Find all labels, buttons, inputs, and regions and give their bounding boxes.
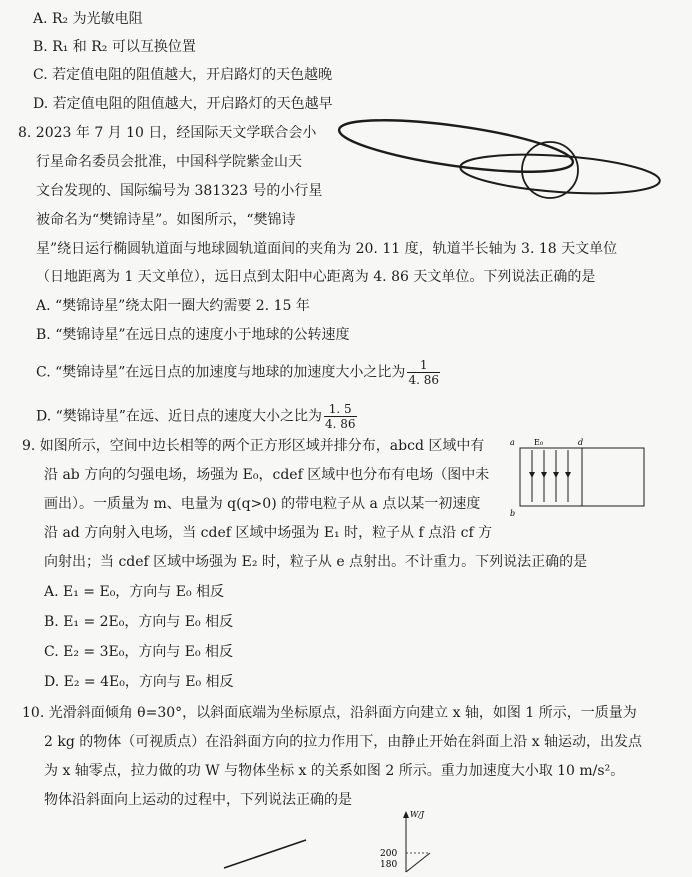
- q8-option-d-fraction: [324, 402, 357, 431]
- q8-option-c-fraction: [407, 358, 440, 387]
- q9-stem-line-2: 沿 ab 方向的匀强电场，场强为 E₀，cdef 区域中也分布有电场（图中未: [44, 467, 490, 483]
- q7-option-b: B. R₁ 和 R₂ 可以互换位置: [33, 39, 196, 55]
- q8-stem-line-2: 行星命名委员会批准，中国科学院紫金山天: [36, 154, 302, 170]
- fraction-numerator: 1. 5: [324, 402, 357, 417]
- q9-option-b: B. E₁ = 2E₀，方向与 E₀ 相反: [44, 614, 234, 630]
- q8-stem-line-5: 星”绕日运行椭圆轨道面与地球圆轨道面间的夹角为 20. 11 度，轨道半长轴为 3. 18 天文单位: [36, 241, 618, 257]
- field-arrowheads: [529, 472, 571, 478]
- q10-stem-line-2: 2 kg 的物体（可视质点）在沿斜面方向的拉力作用下，由静止开始在斜面上沿 x 轴运动，出发点: [44, 734, 643, 750]
- asteroid-orbit-ellipse: [336, 110, 575, 182]
- label-d: d: [578, 438, 584, 447]
- q7-option-a: A. R₂ 为光敏电阻: [33, 11, 143, 27]
- label-b: b: [510, 509, 516, 518]
- fraction-denominator: 4. 86: [408, 373, 439, 387]
- q8-option-c: [36, 358, 440, 387]
- region-abcd: [520, 448, 582, 506]
- fraction-numerator: 1: [407, 358, 440, 373]
- q8-stem-line-3: 文台发现的、国际编号为 381323 号的小行星: [36, 183, 323, 199]
- q10-stem-line-4: 物体沿斜面向上运动的过程中，下列说法正确的是: [44, 792, 352, 808]
- q9-option-d: D. E₂ = 4E₀，方向与 E₀ 相反: [44, 674, 234, 690]
- q9-stem-line-1: 9. 如图所示，空间中边长相等的两个正方形区域并排分布，abcd 区域中有: [22, 438, 485, 454]
- work-graph-figure: [372, 808, 462, 874]
- q7-option-d: D. 若定值电阻的阻值越大，开启路灯的天色越早: [33, 96, 333, 112]
- label-a: a: [510, 438, 515, 447]
- orbit-figure: [338, 118, 668, 218]
- incline-surface: [224, 840, 306, 868]
- q8-option-a: A. “樊锦诗星”绕太阳一圈大约需要 2. 15 年: [36, 298, 310, 314]
- y-axis-label: W/J: [410, 810, 425, 819]
- field-region-figure: [510, 436, 650, 520]
- earth-orbit-ellipse: [459, 149, 661, 199]
- q8-stem-line-6: （日地距离为 1 天文单位），远日点到太阳中心距离为 4. 86 天文单位。下列说法正确的是: [36, 269, 596, 285]
- q8-option-c-text: C. “樊锦诗星”在远日点的加速度与地球的加速度大小之比为: [36, 364, 406, 381]
- q7-option-c: C. 若定值电阻的阻值越大，开启路灯的天色越晚: [33, 67, 333, 83]
- label-e0: E₀: [534, 438, 544, 447]
- q8-option-b: B. “樊锦诗星”在远日点的速度小于地球的公转速度: [36, 327, 350, 343]
- q9-option-a: A. E₁ = E₀，方向与 E₀ 相反: [44, 584, 225, 600]
- q8-stem-line-1: 8. 2023 年 7 月 10 日，经国际天文学联合会小: [18, 125, 317, 141]
- q9-stem-line-3: 画出）。一质量为 m、电量为 q(q>0) 的带电粒子从 a 点以某一初速度: [44, 496, 481, 512]
- tick-200: 200: [380, 849, 398, 859]
- field-lines-e0: [532, 450, 568, 502]
- q10-stem-line-3: 为 x 轴零点，拉力做的功 W 与物体坐标 x 的关系如图 2 所示。重力加速度大小取 10 m/s²。: [44, 763, 625, 779]
- q10-stem-line-1: 10. 光滑斜面倾角 θ=30°，以斜面底端为坐标原点，沿斜面方向建立 x 轴，如图 1 所示，一质量为: [22, 705, 637, 721]
- q8-option-d-text: D. “樊锦诗星”在远、近日点的速度大小之比为: [36, 408, 322, 425]
- region-cdef: [582, 448, 644, 506]
- q9-stem-line-5: 向射出；当 cdef 区域中场强为 E₂ 时，粒子从 e 点射出。不计重力。下列说法正确的是: [44, 554, 588, 570]
- q8-stem-line-4: 被命名为“樊锦诗星”。如图所示，“樊锦诗: [36, 212, 296, 228]
- y-axis-arrow: [403, 811, 409, 818]
- fraction-denominator: 4. 86: [324, 417, 356, 431]
- incline-figure: [220, 836, 310, 872]
- q9-stem-line-4: 沿 ad 方向射入电场，当 cdef 区域中场强为 E₁ 时，粒子从 f 点沿 cf 方: [44, 525, 493, 541]
- q8-option-d: [36, 402, 357, 431]
- tick-180: 180: [380, 860, 398, 870]
- q9-option-c: C. E₂ = 3E₀，方向与 E₀ 相反: [44, 644, 234, 660]
- graph-line: [406, 853, 430, 872]
